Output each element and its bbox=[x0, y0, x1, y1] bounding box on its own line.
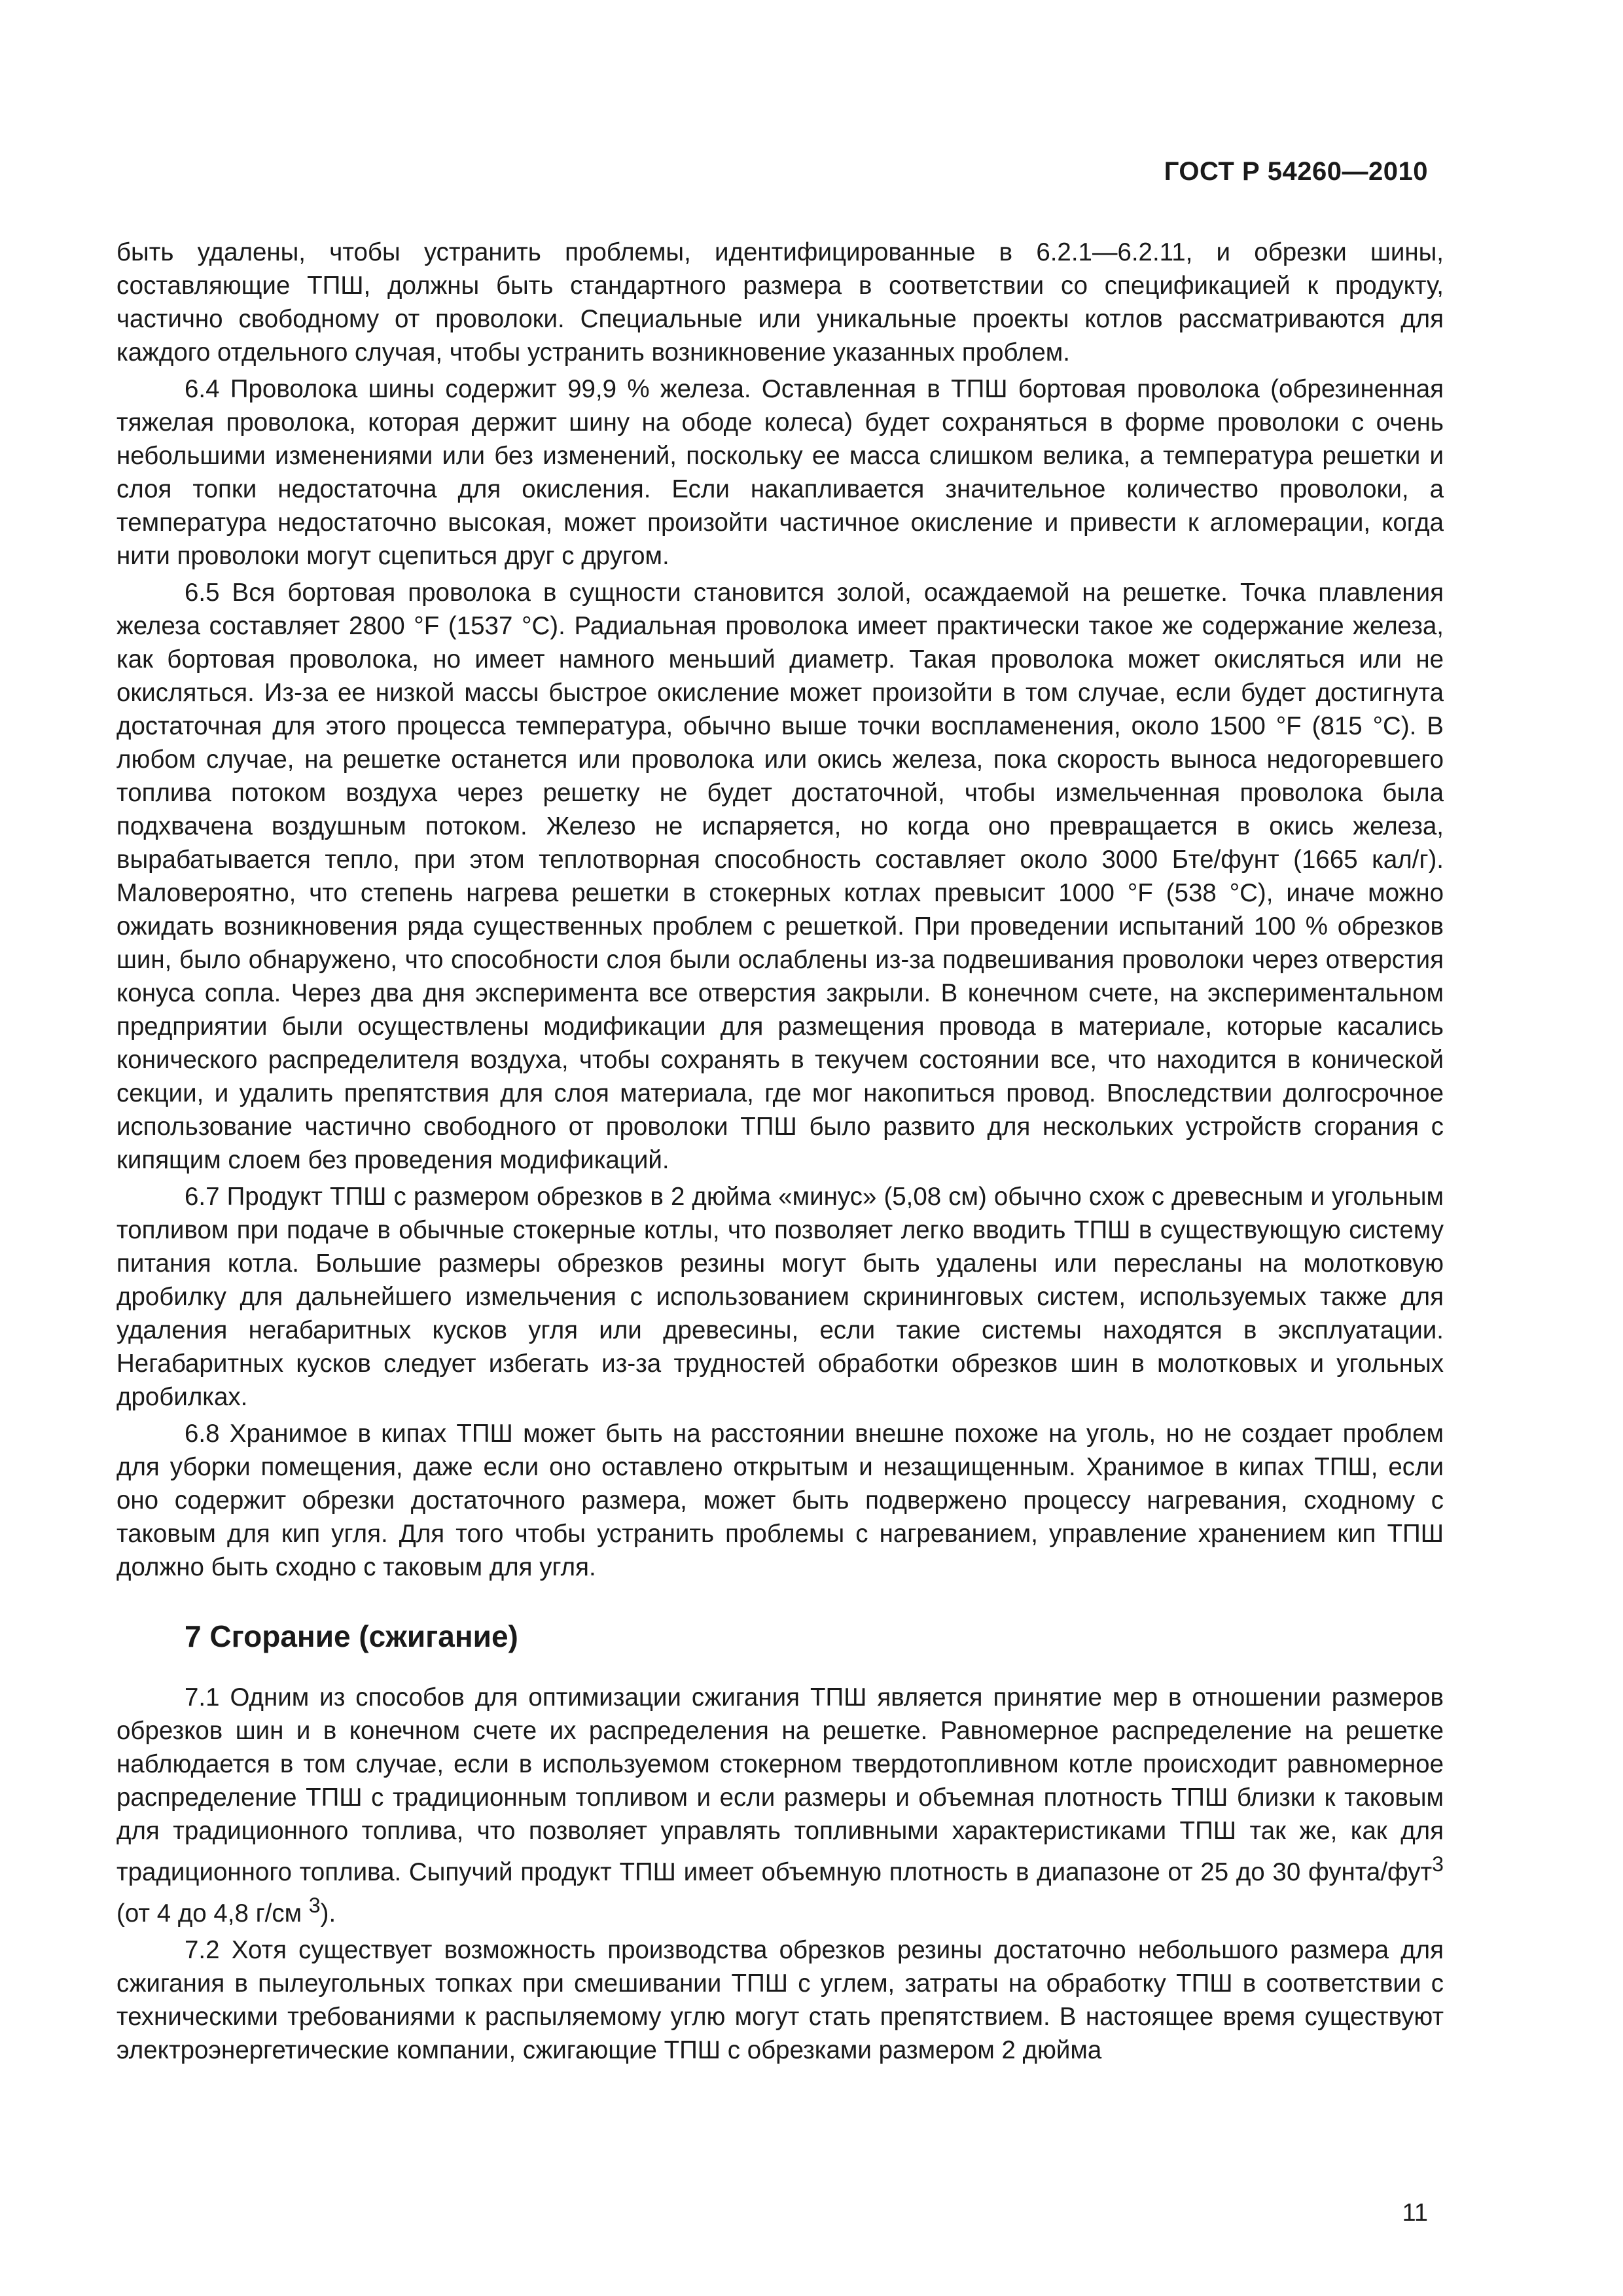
document-body bbox=[116, 236, 1444, 2070]
section-heading: 7 Сгорание (сжигание) bbox=[185, 1619, 518, 1653]
paragraph-7-1-text: 7.1 Одним из способов для оптимизации сжигания ТПШ является принятие мер в отношении размеров обрезков шин и в конечном счете их распределения на решетке. Равномерное распределение на решетке наблюдается в том случае, если в используемом стокерном твердотопливном котле происходит равномерное распределение ТПШ с традиционным топливом и если размеры и объемная плотность ТПШ близки к таковым для традиционного топлива, что позволяет управлять топливными характеристиками ТПШ так же, как для традиционного топлива. Сыпучий продукт ТПШ имеет объемную плотность в диапазоне от 25 до 30 фунта/фут bbox=[116, 1683, 1444, 1886]
paragraph-7-1-text-end: ). bbox=[320, 1899, 336, 1928]
paragraph-7-2: 7.2 Хотя существует возможность производства обрезков резины достаточно небольшого размера для сжигания в пылеугольных топках при смешивании ТПШ с углем, затраты на обработку ТПШ в соответствии с техническими требованиями к распыляемому углю могут стать препятствием. В настоящее время существуют электроэнергетические компании, сжигающие ТПШ с обрезками размером 2 дюйма bbox=[116, 1935, 1444, 2064]
paragraph-6-4: 6.4 Проволока шины содержит 99,9 % железа. Оставленная в ТПШ бортовая проволока (обрезиненная тяжелая проволока, которая держит шину на ободе колеса) будет сохраняться в форме проволоки с очень небольшими изменениями или без изменений, поскольку ее масса слишком велика, а температура решетки и слоя топки недостаточна для окисления. Если накапливается значительное количество проволоки, а температура недостаточно высокая, может произойти частичное окисление и привести к агломерации, когда нити проволоки могут сцепиться друг с другом. bbox=[116, 375, 1444, 570]
superscript-3: 3 bbox=[1432, 1852, 1444, 1876]
superscript-3: 3 bbox=[308, 1893, 321, 1917]
document-code-header: ГОСТ Р 54260—2010 bbox=[1164, 157, 1428, 186]
page-number: 11 bbox=[1402, 2199, 1428, 2227]
paragraph-7-1-text-mid: (от 4 до 4,8 г/см bbox=[116, 1899, 309, 1928]
paragraph-6-7: 6.7 Продукт ТПШ с размером обрезков в 2 дюйма «минус» (5,08 см) обычно схож с древесным и угольным топливом при подаче в обычные стокерные котлы, что позволяет легко вводить ТПШ в существующую систему питания котла. Большие размеры обрезков резины могут быть удалены или пересланы на молотковую дробилку для дальнейшего измельчения с использованием скрининговых систем, используемых также для удаления негабаритных кусков угля или древесины, если такие системы находятся в эксплуатации. Негабаритных кусков следует избегать из-за трудностей обработки обрезков шин в молотковых и угольных дробилках. bbox=[116, 1183, 1444, 1411]
paragraph-6-5: 6.5 Вся бортовая проволока в сущности становится золой, осаждаемой на решетке. Точка плавления железа составляет 2800 °F (1537 °С). Радиальная проволока имеет практически такое же содержание железа, как бортовая проволока, но имеет намного меньший диаметр. Такая проволока может окисляться или не окисляться. Из-за ее низкой массы быстрое окисление может произойти в том случае, если будет достигнута достаточная для этого процесса температура, обычно выше точки воспламенения, около 1500 °F (815 °С). В любом случае, на решетке останется или проволока или окись железа, пока скорость выноса недогоревшего топлива потоком воздуха через решетку не будет достаточной, чтобы измельченная проволока была подхвачена воздушным потоком. Железо не испаряется, но когда оно превращается в окись железа, вырабатывается тепло, при этом теплотворная способность составляет около 3000 Бте/фунт (1665 кал/г). Маловероятно, что степень нагрева решетки в стокерных котлах превысит 1000 °F (538 °С), иначе можно ожидать возникновения ряда существенных проблем с решеткой. При проведении испытаний 100 % обрезков шин, было обнаружено, что способности слоя были ослаблены из-за подвешивания проволоки через отверстия конуса сопла. Через два дня эксперимента все отверстия закрыли. В конечном счете, на экспериментальном предприятии были осуществлены модификации для размещения провода в материале, которые касались конического распределителя воздуха, чтобы сохранять в текучем состоянии все, что находится в конической секции, и удалить препятствия для слоя материала, где мог накопиться провод. Впоследствии долгосрочное использование частично свободного от проволоки ТПШ было развито для нескольких устройств сгорания с кипящим слоем без проведения модификаций. bbox=[116, 579, 1444, 1174]
paragraph-6-8: 6.8 Хранимое в кипах ТПШ может быть на расстоянии внешне похоже на уголь, но не создает проблем для уборки помещения, даже если оно оставлено открытым и незащищенным. Хранимое в кипах ТПШ, если оно содержит обрезки достаточного размера, может быть подвержено процессу нагревания, сходному с таковым для кип угля. Для того чтобы устранить проблемы с нагреванием, управление хранением кип ТПШ должно быть сходно с таковым для угля. bbox=[116, 1420, 1444, 1581]
paragraph-continuation: быть удалены, чтобы устранить проблемы, идентифицированные в 6.2.1—6.2.11, и обрезки шины, составляющие ТПШ, должны быть стандартного размера в соответствии со спецификацией к продукту, частично свободному от проволоки. Специальные или уникальные проекты котлов рассматриваются для каждого отдельного случая, чтобы устранить возникновение указанных проблем. bbox=[116, 238, 1444, 367]
paragraph-7-1 bbox=[116, 1681, 1444, 1930]
